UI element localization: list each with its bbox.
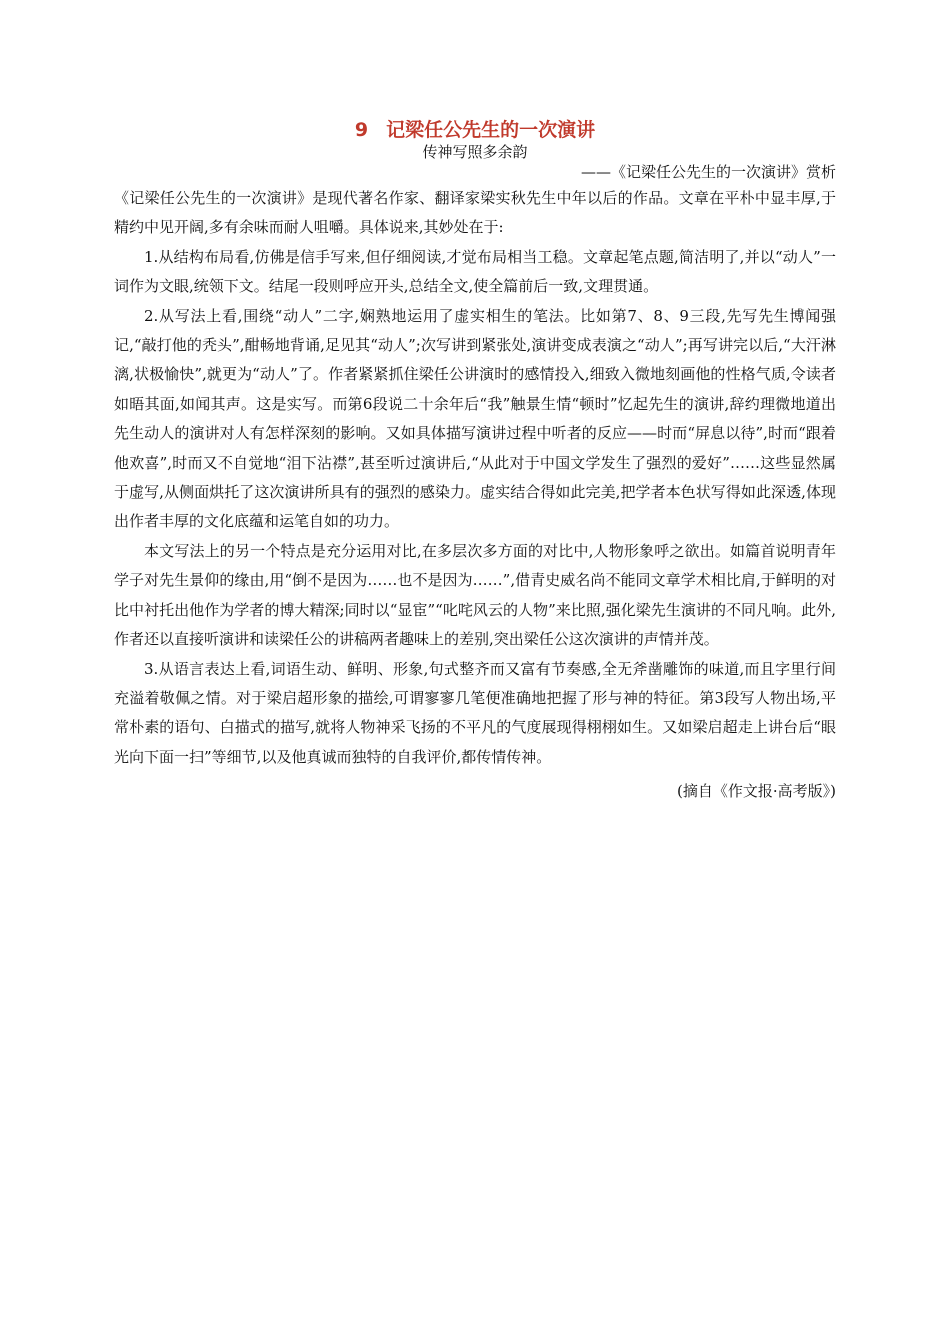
contrast-paragraph: 本文写法上的另一个特点是充分运用对比,在多层次多方面的对比中,人物形象呼之欲出。如篇首说明青年学子对先生景仰的缘由,用“倒不是因为……也不是因为……”,借青史威名尚不能同文章学术相比肩,于鲜明的对比中衬托出他作为学者的博大精深;同时以“显宦”“叱咤风云的人物”来比照,强化梁先生演讲的不同凡响。此外,作者还以直接听演讲和读梁任公的讲稿两者趣味上的差别,突出梁任公这次演讲的声情并茂。	[114, 541, 836, 649]
article-attribution: ——《记梁任公先生的一次演讲》赏析	[580, 163, 836, 181]
article-subtitle: 传神写照多余韵	[422, 143, 528, 161]
document-page	[114, 118, 836, 817]
structure-paragraph: 1.从结构布局看,仿佛是信手写来,但仔细阅读,才觉布局相当工稳。文章起笔点题,简洁明了,并以“动人”一词作为文眼,统领下文。结尾一段则呼应开头,总结全文,使全篇前后一致,文理贯通。	[114, 247, 836, 296]
article-title-text: 记梁任公先生的一次演讲	[386, 119, 596, 141]
technique-paragraph: 2.从写法上看,围绕“动人”二字,娴熟地运用了虚实相生的笔法。比如第7、8、9三段,先写先生博闻强记,“敲打他的秃头”,酣畅地背诵,足见其“动人”;次写讲到紧张处,演讲变成表演之“动人”;再写讲完以后,“大汗淋漓,状极愉快”,就更为“动人”了。作者紧紧抓住梁任公讲演时的感情投入,细致入微地刻画他的性格气质,令读者如晤其面,如闻其声。这是实写。而第6段说二十余年后“我”触景生情“顿时”忆起先生的演讲,辞约理微地道出先生动人的演讲对人有怎样深刻的影响。又如具体描写演讲过程中听者的反应——时而“屏息以待”,时而“跟着他欢喜”,时而又不自觉地“泪下沾襟”,甚至听过演讲后,“从此对于中国文学发生了强烈的爱好”……这些显然属于虚写,从侧面烘托了这次演讲所具有的强烈的感染力。虚实结合得如此完美,把学者本色状写得如此深透,体现出作者丰厚的文化底蕴和运笔自如的功力。	[114, 306, 836, 531]
article-title	[114, 118, 836, 142]
article-number: 9	[354, 119, 369, 141]
source-citation: (摘自《作文报·高考版》)	[677, 782, 836, 801]
language-paragraph: 3.从语言表达上看,词语生动、鲜明、形象,句式整齐而又富有节奏感,全无斧凿雕饰的味道,而且字里行间充溢着敬佩之情。对于梁启超形象的描绘,可谓寥寥几笔便准确地把握了形与神的特征。第3段写人物出场,平常朴素的语句、白描式的描写,就将人物神采飞扬的不平凡的气度展现得栩栩如生。又如梁启超走上讲台后“眼光向下面一扫”等细节,以及他真诚而独特的自我评价,都传情传神。	[114, 659, 836, 766]
intro-paragraph: 《记梁任公先生的一次演讲》是现代著名作家、翻译家梁实秋先生中年以后的作品。文章在平朴中显丰厚,于精约中见开阔,多有余味而耐人咀嚼。具体说来,其妙处在于:	[114, 189, 836, 237]
